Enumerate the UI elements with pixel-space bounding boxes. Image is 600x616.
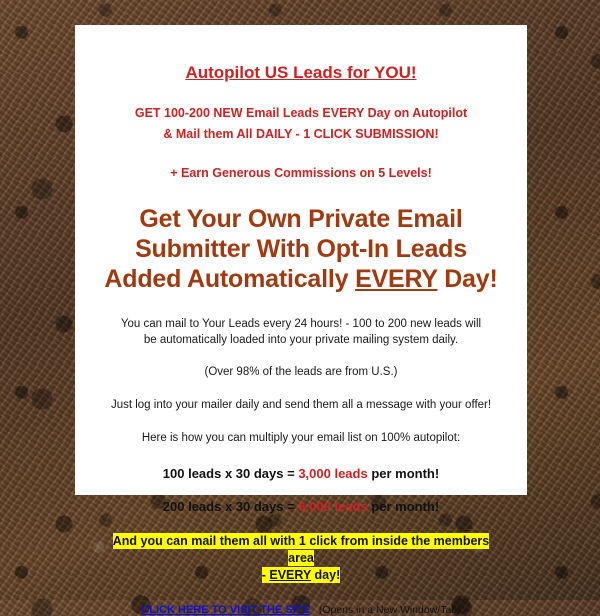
content-card <box>75 25 527 616</box>
body-block-1-line-2: be automatically loaded into your private mailing system daily. <box>143 334 459 346</box>
main-headline-emphasis: EVERY <box>355 265 438 293</box>
body-block-4 <box>101 430 501 446</box>
red-subhead-line-2: & Mail them All DAILY - 1 CLICK SUBMISSION! <box>163 127 439 141</box>
main-headline-line-2: Submitter With Opt-In Leads <box>135 235 467 263</box>
calculation-row-1-post: per month! <box>367 466 440 481</box>
highlighted-callout-line-2-pre: - <box>261 568 270 582</box>
calculation-row-2-value: 6,000 leads <box>298 499 368 514</box>
body-block-3-line-1: Just log into your mailer daily and send them all a message with your offer! <box>110 399 492 411</box>
calculation-row-2 <box>101 498 501 516</box>
body-block-3 <box>101 397 501 413</box>
headline-link[interactable]: Autopilot US Leads for YOU! <box>185 63 417 82</box>
body-block-2 <box>101 364 501 380</box>
main-headline-line-3-post: Day! <box>437 265 498 293</box>
calculation-row-1-value: 3,000 leads <box>298 466 368 481</box>
body-block-1 <box>101 316 501 348</box>
body-block-2-line-1: (Over 98% of the leads are from U.S.) <box>204 366 398 378</box>
calculation-row-1-pre: 100 leads x 30 days = <box>162 466 299 481</box>
main-headline <box>101 204 501 294</box>
highlighted-callout-line-2 <box>101 567 501 584</box>
calculation-row-1 <box>101 465 501 483</box>
cta-row <box>101 604 501 616</box>
calculation-row-2-pre: 200 leads x 30 days = <box>162 499 299 514</box>
highlighted-callout-line-1-text: And you can mail them all with 1 click from inside the members area <box>112 534 490 565</box>
highlighted-callout-line-2-post: day! <box>311 568 341 582</box>
visit-site-link[interactable]: CLICK HERE TO VISIT THE SITE <box>141 604 310 616</box>
body-block-4-line-1: Here is how you can multiply your email list on 100% autopilot: <box>141 432 461 444</box>
main-headline-line-3 <box>101 264 501 294</box>
calculation-row-2-post: per month! <box>367 499 440 514</box>
visit-site-note: (Opens in a New Window/Tab) <box>318 604 461 616</box>
red-subhead-line-3: + Earn Generous Commissions on 5 Levels! <box>170 166 432 180</box>
highlighted-callout-line-1 <box>101 533 501 567</box>
main-headline-line-1: Get Your Own Private Email <box>139 205 463 233</box>
red-subhead-line-1: GET 100-200 NEW Email Leads EVERY Day on Autopilot <box>134 106 468 120</box>
highlighted-callout <box>101 533 501 584</box>
highlighted-callout-emphasis: EVERY <box>269 568 312 582</box>
body-block-1-line-1: You can mail to Your Leads every 24 hours! - 100 to 200 new leads will <box>120 318 482 330</box>
main-headline-line-3-pre: Added Automatically <box>104 265 356 293</box>
content-inner <box>101 63 501 616</box>
